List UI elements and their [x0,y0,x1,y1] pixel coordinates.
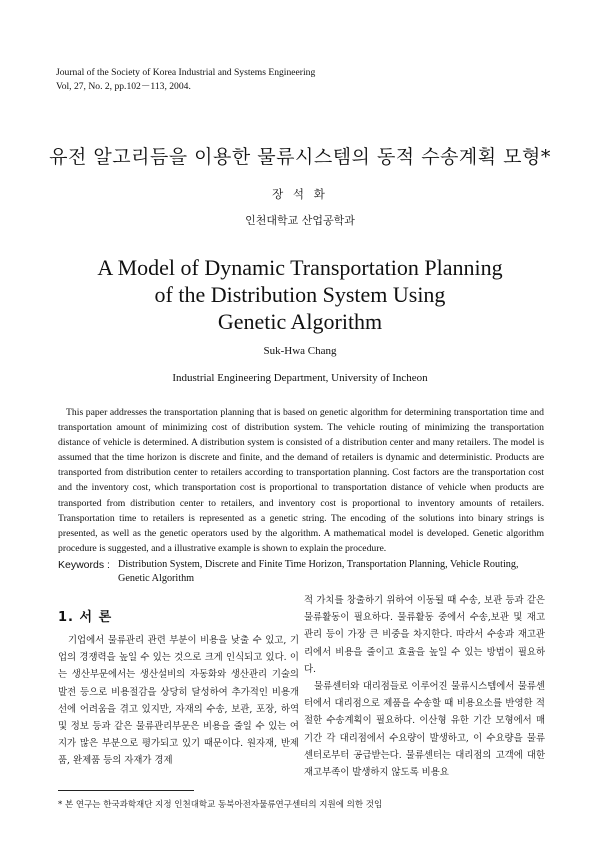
section-heading: 1. 서 론 [58,610,113,625]
journal-name: Journal of the Society of Korea Industrial and Systems Engineering [56,67,316,78]
abstract: This paper addresses the transportation planning that is based on genetic algorithm for determining transportation time and transportation amount of minimizing cost of distribution system. The vehicle routing of minimizing the transportation distance of vehicle is determined. A distribution system is consisted of a distribution center and many retailers. The model is assumed that the time horizon is discrete and finite, and the demand of retailers is dynamic and deterministic. Products are transported from distribution center to retailers according to transportation planning. Cost factors are the transportation cost and the inventory cost, which transportation cost is proportional to transportation distance of vehicle when products are transported from distribution center to retailers, and inventory cost is proportional to inventory amounts of retailers. Transportation time to retailers is represented as a genetic string. The encoding of the solutions into binary strings is presented, as well as the genetic operators used by the algorithm. A mathematical model is developed. Genetic algorithm procedure is suggested, and a illustrative example is shown to explain the procedure. [58,407,544,554]
korean-affiliation: 인천대학교 산업공학과 [245,214,355,227]
body-right-column [304,592,545,781]
body-paragraph: 물류센터와 대리점들로 이루어진 물류시스템에서 물류센터에서 대리점으로 제품을 수송할 때 비용요소를 반영한 적절한 수송계획이 필요하다. 이산형 유한 기간 모형에서 매 기간 각 대리점에서 수요량이 발생하고, 이 수요량을 물류센터로부터 공급받는다. 물류센터는 대리점의 고객에 대한 재고부족이 발생하지 않도록 비용요 [304,681,545,779]
english-affiliation: Industrial Engineering Department, University of Incheon [172,372,428,384]
korean-author: 장 석 화 [272,187,328,201]
body-paragraph: 기업에서 물류관리 관련 부분이 비용을 낮출 수 있고, 기업의 경쟁력을 높일 수 있는 것으로 크게 인식되고 있다. 이는 생산부문에서는 생산설비의 자동화와 생산관리 기술의 발전 등으로 비용절감을 상당히 달성하여 추가적인 비용개선에 어려움을 겪고 있지만, 자재의 수송, 보관, 포장, 하역 및 정보 등과 같은 물류관리부문은 비용을 줄일 수 있는 여지가 많은 부분으로 평가되고 있기 때문이다. 원자재, 반제품, 완제품 등의 자재가 경제 [58,635,299,767]
english-title-line: of the Distribution System Using [154,282,446,307]
keywords-label: Keywords : [58,559,110,571]
english-title-line: Genetic Algorithm [217,309,383,334]
footnote: * 본 연구는 한국과학재단 지정 인천대학교 동북아전자물류연구센터의 지원에 의한 것임 [58,800,383,810]
keywords-text: Distribution System, Discrete and Finite Time Horizon, Transportation Planning, Vehicle Routing, Genetic Algorithm [118,559,519,584]
body-left-column [58,632,299,770]
journal-volume: Vol, 27, No. 2, pp.102－113, 2004. [56,81,191,92]
body-paragraph: 적 가치를 창출하기 위하여 이동될 때 수송, 보관 등과 같은 물류활동이 필요하다. 물류활동 중에서 수송,보관 및 재고관리 등이 가장 큰 비중을 차지한다. 따라서 수송과 재고관리에서 비용을 줄이고 효율을 높일 수 있는 방법이 필요하다. [304,595,545,675]
korean-title: 유전 알고리듬을 이용한 물류시스템의 동적 수송계획 모형* [49,146,551,168]
journal-header [56,66,315,94]
english-author: Suk-Hwa Chang [263,345,337,357]
english-title-line: A Model of Dynamic Transportation Planning [97,255,503,280]
english-title [0,254,600,335]
footnote-divider [58,790,194,791]
